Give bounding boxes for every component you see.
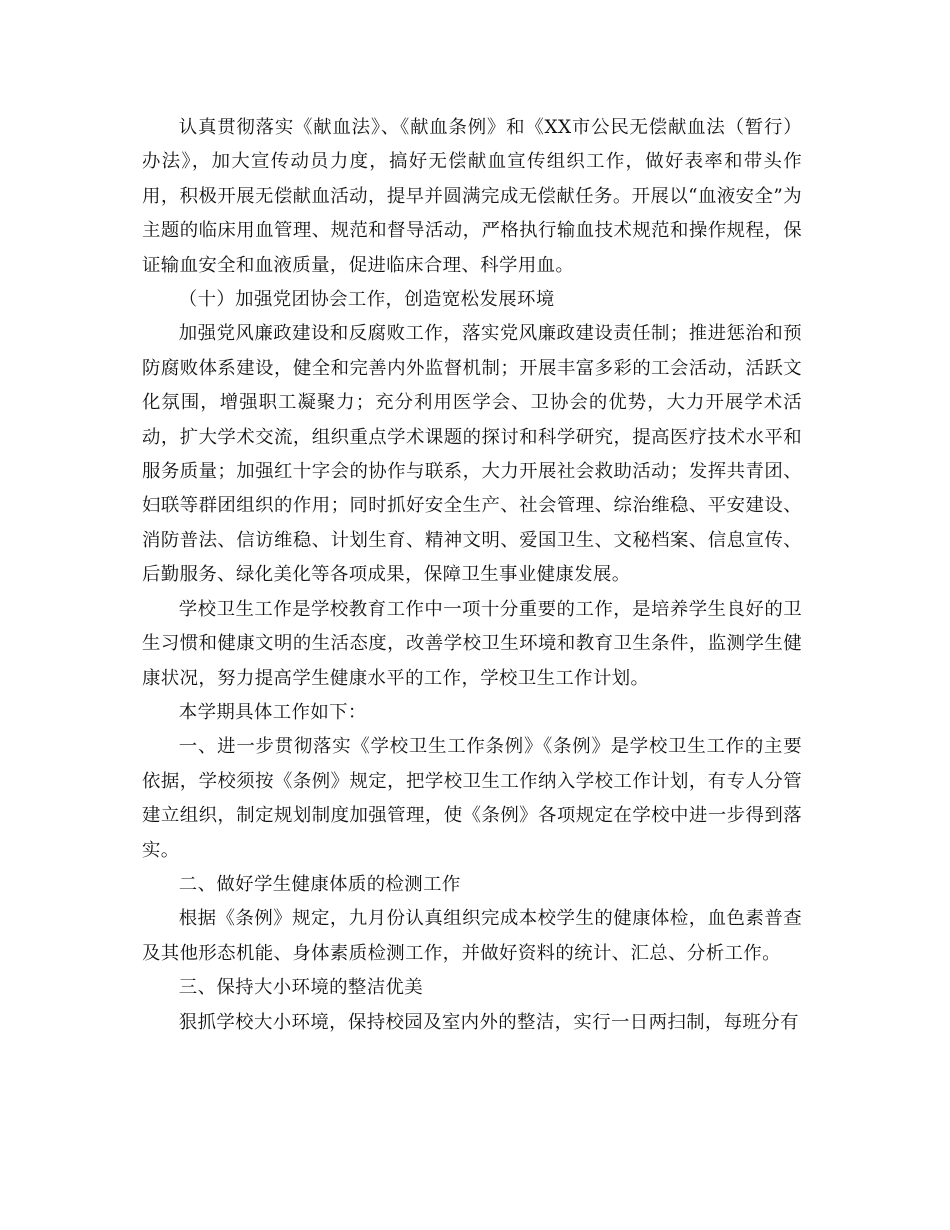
heading-party-group-work: （十）加强党团协会工作，创造宽松发展环境 <box>178 289 555 311</box>
paragraph-section-three: 狠抓学校大小环境，保持校园及室内外的整洁，实行一日两扫制，每班分有 <box>178 1011 799 1033</box>
heading-section-three: 三、保持大小环境的整洁优美 <box>178 977 424 999</box>
paragraph-blood-donation: 认真贯彻落实《献血法》、《献血条例》和《XX市公民无偿献血法（暂行）办法》，加大宣传动员力度，搞好无偿献血宣传组织工作，做好表率和带头作用，积极开展无偿献血活动，提早并圆满完成无偿献任务。开展以“血液安全”为主题的临床用血管理、规范和督导活动，严格执行输血技术规范和操作规程，保证输血安全和血液质量，促进临床合理、科学用血。 <box>142 117 802 276</box>
paragraph-semester-work: 本学期具体工作如下： <box>178 701 367 723</box>
document-body <box>142 111 802 1040</box>
paragraph-section-one: 一、进一步贯彻落实《学校卫生工作条例》《条例》是学校卫生工作的主要依据，学校须按《条例》规定，把学校卫生工作纳入学校工作计划，有专人分管建立组织，制定规划制度加强管理，使《条例》各项规定在学校中进一步得到落实。 <box>142 736 802 861</box>
heading-section-two: 二、做好学生健康体质的检测工作 <box>178 873 461 895</box>
paragraph-section-two: 根据《条例》规定，九月份认真组织完成本校学生的健康体检，血色素普查及其他形态机能、身体素质检测工作，并做好资料的统计、汇总、分析工作。 <box>142 908 802 964</box>
paragraph-party-group-work: 加强党风廉政建设和反腐败工作，落实党风廉政建设责任制；推进惩治和预防腐败体系建设，健全和完善内外监督机制；开展丰富多彩的工会活动，活跃文化氛围，增强职工凝聚力；充分利用医学会、卫协会的优势，大力开展学术活动，扩大学术交流，组织重点学术课题的探讨和科学研究，提高医疗技术水平和服务质量；加强红十字会的协作与联系，大力开展社会救助活动；发挥共青团、妇联等群团组织的作用；同时抓好安全生产、社会管理、综治维稳、平安建设、消防普法、信访维稳、计划生育、精神文明、爱国卫生、文秘档案、信息宣传、后勤服务、绿化美化等各项成果，保障卫生事业健康发展。 <box>142 323 802 586</box>
paragraph-school-health-intro: 学校卫生工作是学校教育工作中一项十分重要的工作，是培养学生良好的卫生习惯和健康文明的生活态度，改善学校卫生环境和教育卫生条件，监测学生健康状况，努力提高学生健康水平的工作，学校卫生工作计划。 <box>142 598 802 689</box>
